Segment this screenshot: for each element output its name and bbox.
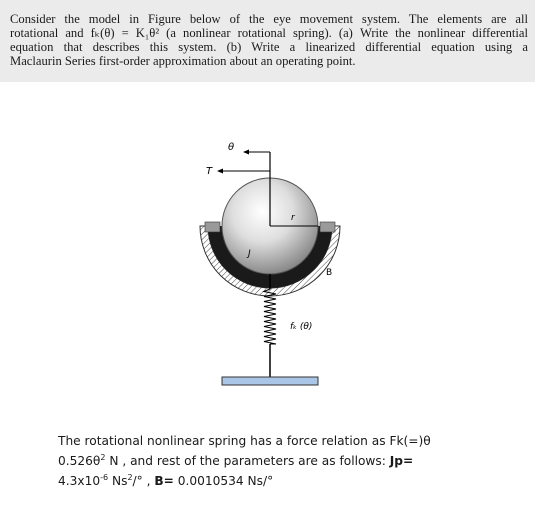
damper-cap-right xyxy=(320,222,335,232)
params-line-2 xyxy=(58,451,513,471)
eye-movement-diagram xyxy=(0,82,535,398)
spring-label: fₖ (θ) xyxy=(290,322,313,332)
inertia-unit-tail: /° , xyxy=(132,474,155,488)
inertia-exponent: -6 xyxy=(100,472,109,482)
question-panel xyxy=(0,0,535,82)
radius-label: r xyxy=(291,213,295,223)
question-line-2: rotational and fₖ(θ) = K₁θ² (a nonlinear rotational spring). (a) Write the nonlinear differential xyxy=(10,26,528,40)
spring-coefficient: 0.526θ xyxy=(58,454,101,468)
damper-cap-left xyxy=(205,222,220,232)
inertia-value: 4.3x10 xyxy=(58,474,101,488)
spring-coil xyxy=(264,289,276,344)
inertia-unit-exponent: 2 xyxy=(127,472,133,482)
question-line-1: Consider the model in Figure below of the eye movement system. The elements are all xyxy=(10,12,528,26)
base-plate xyxy=(222,377,318,385)
damping-value: 0.0010534 Ns/° xyxy=(173,474,274,488)
question-text xyxy=(10,12,528,68)
inertia-unit: Ns xyxy=(108,474,128,488)
inertia-label: J xyxy=(248,249,251,259)
params-line-1: The rotational nonlinear spring has a force relation as Fk(=)θ xyxy=(58,434,431,448)
params-line-2-text: N , and rest of the parameters are as follows: xyxy=(105,454,390,468)
theta-label: θ xyxy=(228,142,235,153)
parameters-text xyxy=(58,431,513,491)
question-line-4: Maclaurin Series first-order approximation about an operating point. xyxy=(10,54,356,68)
torque-arrow-head xyxy=(217,169,223,174)
damping-label: B xyxy=(326,268,333,278)
torque-label: T xyxy=(206,166,213,177)
params-line-3 xyxy=(58,471,513,491)
question-line-3: equation that describes this system. (b) Write a linearized differential equation using a xyxy=(10,40,528,54)
spring-exponent: 2 xyxy=(100,452,106,462)
damping-param-label: B= xyxy=(154,474,174,488)
inertia-param-label: Jp= xyxy=(389,454,414,468)
theta-arrow-head xyxy=(243,150,249,155)
